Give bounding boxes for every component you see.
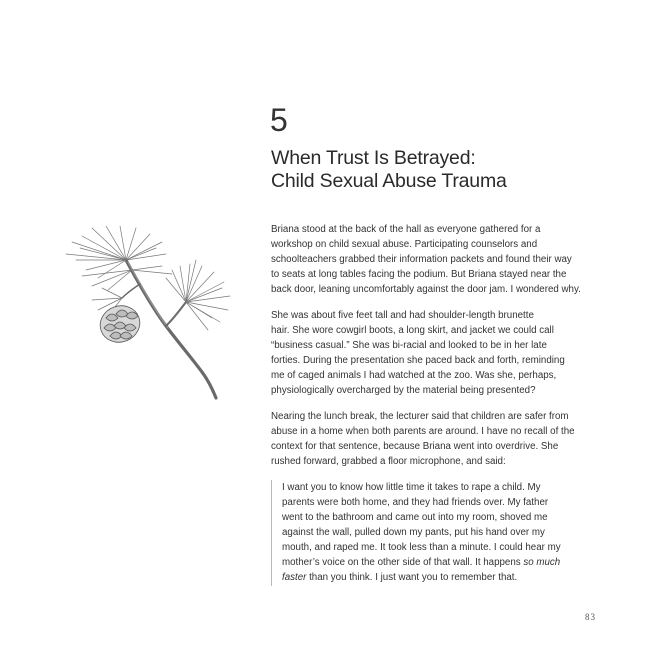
quote-text: mother’s voice on the other side of that wall. It happens — [282, 557, 524, 569]
text-line: hair. She wore cowgirl boots, a long skirt, and jacket we could call — [271, 325, 554, 337]
block-quote — [271, 480, 601, 586]
text-line: Nearing the lunch break, the lecturer said that children are safer from — [271, 411, 569, 423]
text-line: me of caged animals I had watched at the zoo. Was she, perhaps, — [271, 370, 557, 382]
pine-branch-illustration — [62, 226, 262, 406]
text-line: forties. During the presentation she paced back and forth, reminding — [271, 355, 565, 367]
text-line: rushed forward, grabbed a floor microphone, and said: — [271, 456, 506, 468]
page-number: 83 — [585, 612, 596, 622]
chapter-title-line-2: Child Sexual Abuse Trauma — [271, 170, 507, 192]
quote-line: I want you to know how little time it takes to rape a child. My — [282, 481, 541, 493]
chapter-title — [271, 147, 601, 193]
text-line: abuse in a home when both parents are around. I have no recall of the — [271, 426, 575, 438]
quote-emphasis: faster — [282, 572, 307, 584]
text-line: back door, leaning uncomfortably against the door jam. I wondered why. — [271, 284, 581, 296]
text-line: workshop on child sexual abuse. Participating counselors and — [271, 239, 538, 251]
paragraph-1 — [271, 222, 601, 297]
chapter-body — [271, 222, 601, 586]
quote-line: against the wall, pulled down my pants, put his hand over my — [282, 527, 545, 539]
quote-line: parents were both home, and they had friends over. My father — [282, 497, 549, 508]
quote-emphasis: so much — [523, 557, 561, 569]
quote-paragraph — [282, 480, 601, 586]
quote-line — [282, 555, 601, 570]
quote-text: than you think. I just want you to remember that. — [306, 572, 518, 584]
chapter-number: 5 — [270, 102, 288, 138]
text-line: physiologically overcharged by the material being presented? — [271, 385, 536, 397]
text-line: She was about five feet tall and had shoulder-length brunette — [271, 309, 534, 321]
text-line: to seats at long tables facing the podium. But Briana stayed near the — [271, 269, 567, 281]
quote-line: mouth, and raped me. It took less than a minute. I could hear my — [282, 542, 561, 554]
paragraph-2 — [271, 308, 601, 399]
paragraph-3 — [271, 409, 601, 469]
text-line: “business casual.” She was bi-racial and looked to be in her late — [271, 340, 547, 352]
chapter-title-line-1: When Trust Is Betrayed: — [271, 147, 476, 169]
quote-line: went to the bathroom and came out into my room, shoved me — [282, 512, 548, 524]
text-line: Briana stood at the back of the hall as everyone gathered for a — [271, 224, 541, 235]
text-line: context for that sentence, because Briana went into overdrive. She — [271, 441, 559, 453]
text-line: schoolteachers grabbed their information packets and found their way — [271, 254, 572, 266]
quote-line — [282, 570, 601, 585]
